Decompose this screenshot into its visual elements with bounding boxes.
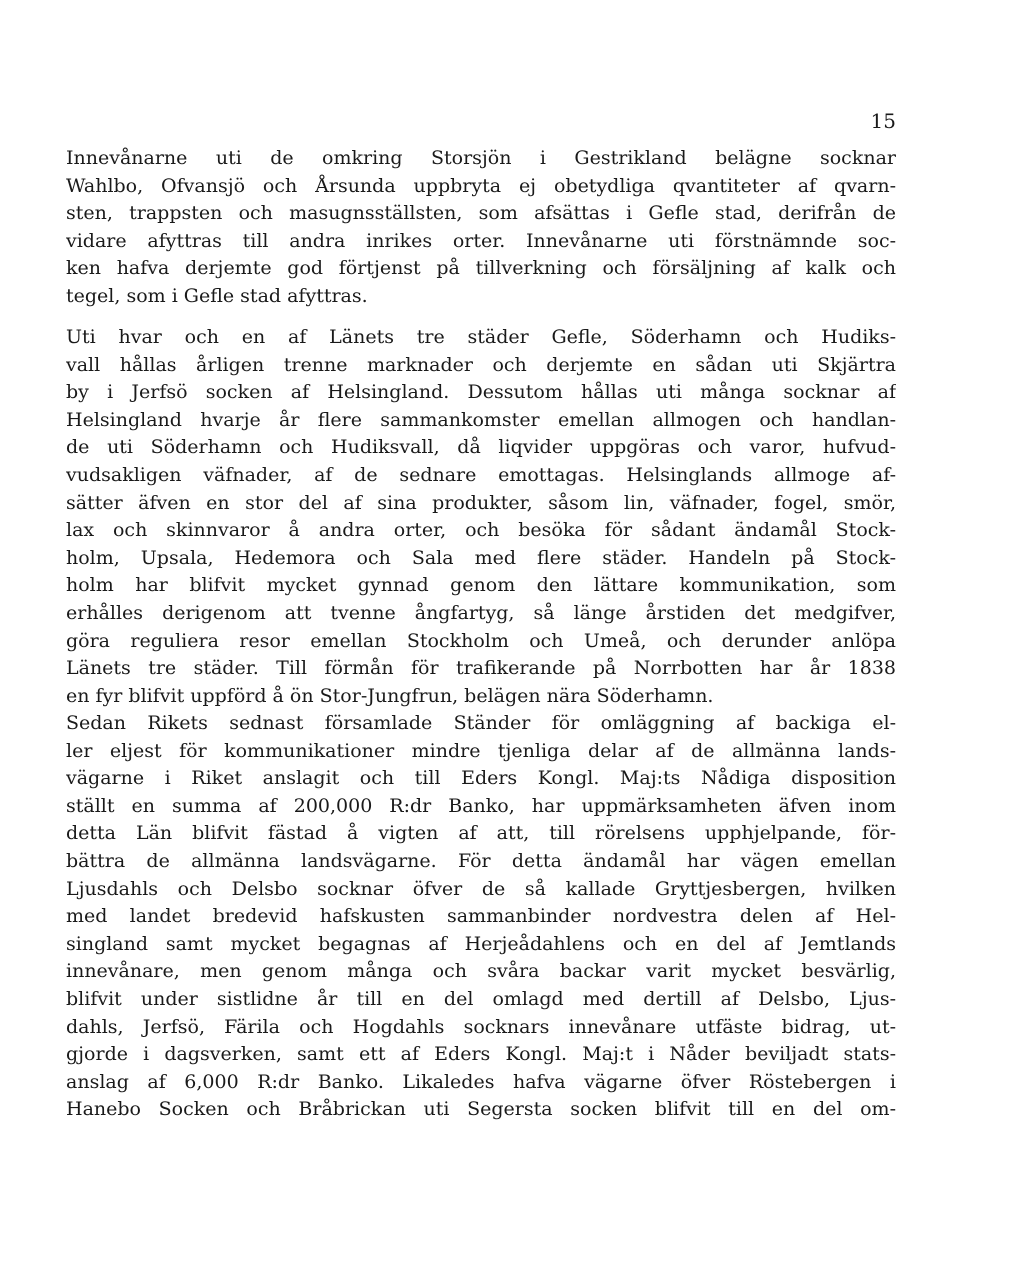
paragraph-2 <box>66 324 896 710</box>
paragraph-3 <box>66 710 896 1124</box>
text-line: en fyr blifvit uppförd å ön Stor-Jungfrun, belägen nära Söderhamn. <box>66 684 714 707</box>
text-line: Ljusdahls och Delsbo socknar öfver de så kallade Gryttjesbergen, hvilken <box>66 877 896 900</box>
page-number: 15 <box>870 109 896 133</box>
text-line: sätter äfven en stor del af sina produkter, såsom lin, väfnader, fogel, smör, <box>66 491 896 514</box>
text-line: ken hafva derjemte god förtjenst på tillverkning och försäljning af kalk och <box>66 257 896 280</box>
text-line: lax och skinnvaror å andra orter, och besöka för sådant ändamål Stock- <box>66 519 896 542</box>
text-line: Wahlbo, Ofvansjö och Årsunda uppbryta ej obetydliga qvantiteter af qvarn- <box>66 174 896 197</box>
text-line: Innevånarne uti de omkring Storsjön i Gestrikland belägne socknar <box>66 147 896 169</box>
text-line: göra reguliera resor emellan Stockholm och Umeå, och derunder anlöpa <box>66 629 896 652</box>
text-line: Uti hvar och en af Länets tre städer Gefle, Söderhamn och Hudiks- <box>66 326 896 348</box>
text-line: detta Län blifvit fästad å vigten af att, till rörelsens upphjelpande, för- <box>66 822 896 845</box>
text-line: sten, trappsten och masugnsställsten, som afsättas i Gefle stad, derifrån de <box>66 202 896 225</box>
text-line: holm, Upsala, Hedemora och Sala med flere städer. Handeln på Stock- <box>66 546 896 569</box>
text-line: gjorde i dagsverken, samt ett af Eders Kongl. Maj:t i Nåder beviljadt stats- <box>66 1043 896 1066</box>
text-line: holm har blifvit mycket gynnad genom den lättare kommunikation, som <box>66 574 896 597</box>
text-line: anslag af 6,000 R:dr Banko. Likaledes hafva vägarne öfver Röstebergen i <box>66 1070 896 1093</box>
text-line: vall hållas årligen trenne marknader och derjemte en sådan uti Skjärtra <box>66 353 896 376</box>
text-line: tegel, som i Gefle stad afyttras. <box>66 284 368 307</box>
text-line: vidare afyttras till andra inrikes orter. Innevånarne uti förstnämnde soc- <box>66 229 896 252</box>
text-line: erhålles derigenom att tvenne ångfartyg, så länge årstiden det medgifver, <box>66 601 896 624</box>
text-line: med landet bredevid hafskusten sammanbinder nordvestra delen af Hel- <box>66 905 896 928</box>
text-line: singland samt mycket begagnas af Herjeådahlens och en del af Jemtlands <box>66 932 896 955</box>
text-line: ler eljest för kommunikationer mindre tjenliga delar af de allmänna lands- <box>66 739 896 762</box>
text-line: by i Jerfsö socken af Helsingland. Dessutom hållas uti många socknar af <box>66 381 896 404</box>
paragraph-1 <box>66 145 896 311</box>
text-line: vägarne i Riket anslagit och till Eders Kongl. Maj:ts Nådiga disposition <box>66 767 896 790</box>
text-line: Helsingland hvarje år flere sammankomster emellan allmogen och handlan- <box>66 408 896 431</box>
text-line: ställt en summa af 200,000 R:dr Banko, har uppmärksamheten äfven inom <box>66 794 896 817</box>
text-line: dahls, Jerfsö, Färila och Hogdahls socknars innevånare utfäste bidrag, ut- <box>66 1015 896 1038</box>
text-line: blifvit under sistlidne år till en del omlagd med dertill af Delsbo, Ljus- <box>66 987 896 1010</box>
text-line: Länets tre städer. Till förmån för trafikerande på Norrbotten har år 1838 <box>66 657 896 680</box>
text-line: de uti Söderhamn och Hudiksvall, då liqvider uppgöras och varor, hufvud- <box>66 436 896 459</box>
text-line: vudsakligen väfnader, af de sednare emottagas. Helsinglands allmoge af- <box>66 463 896 486</box>
text-line: innevånare, men genom många och svåra backar varit mycket besvärlig, <box>66 960 896 983</box>
text-line: bättra de allmänna landsvägarne. För detta ändamål har vägen emellan <box>66 849 896 872</box>
text-line: Hanebo Socken och Bråbrickan uti Segersta socken blifvit till en del om- <box>66 1098 896 1121</box>
text-line: Sedan Rikets sednast församlade Ständer för omläggning af backiga el- <box>66 712 896 734</box>
